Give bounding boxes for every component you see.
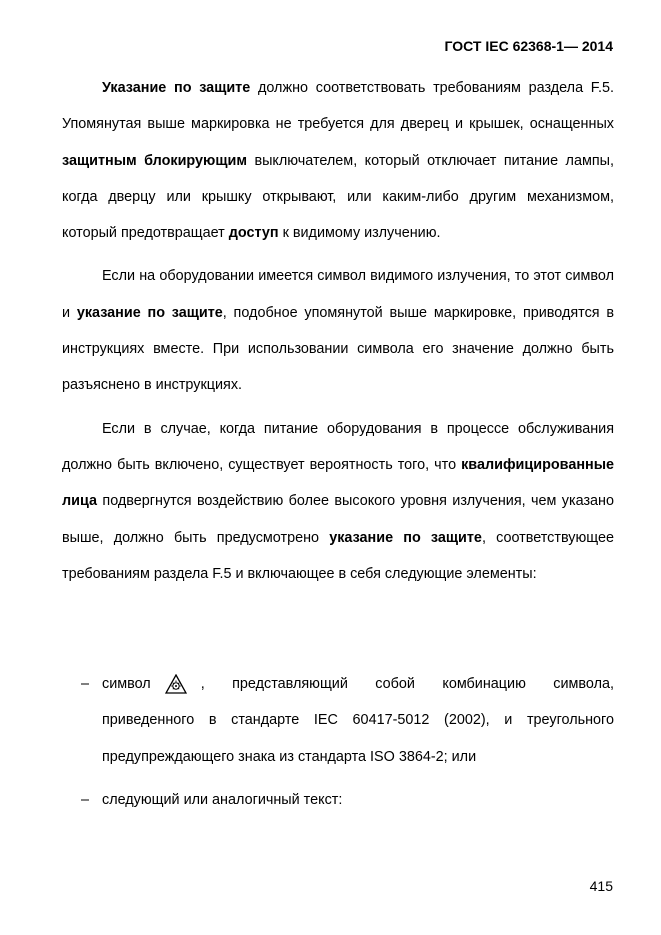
list-dash: –: [81, 791, 90, 808]
paragraph-text: должно соответствовать требованиям раздела F.5. Упомянутая выше маркировка не требуется для дверец и крышек, оснащенных: [62, 80, 615, 133]
paragraph-text: , подобное упомянутой выше маркировке, приводятся в инструкциях вместе. При использовании символа его значение должно быть разъяснено в инструкциях.: [62, 304, 614, 394]
main-text: [62, 70, 614, 592]
paragraph-text: подвергнутся воздействию более высокого уровня излучения, чем указано выше, должно быть предусмотрено: [62, 493, 614, 546]
list-item: [62, 782, 614, 818]
term-bold: Указание по защите: [102, 80, 251, 96]
page-number: 415: [589, 878, 613, 894]
term-bold: защитным блокирующим: [62, 152, 247, 169]
term-bold: указание по защите: [329, 529, 482, 546]
paragraph-text: к видимому излучению.: [278, 225, 441, 242]
list-item-text: следующий или аналогичный текст:: [102, 791, 343, 808]
paragraph-text: Если в случае, когда питание оборудования в процессе обслуживания должно быть включено, существует вероятность того, что: [62, 420, 614, 473]
paragraph-2: [62, 258, 614, 403]
paragraph-text: , соответствующее требованиям раздела F.5 и включающее в себя следующие элементы:: [62, 529, 614, 582]
term-bold: указание по защите: [76, 304, 223, 321]
list-item: [62, 666, 614, 775]
paragraph-1: [62, 70, 614, 251]
term-bold: доступ: [228, 225, 279, 242]
document-header: ГОСТ IEC 62368-1— 2014: [444, 38, 613, 54]
list-item-text: символ: [102, 676, 151, 692]
element-list: [62, 666, 614, 818]
warning-triangle-radiation-icon: [165, 672, 187, 692]
list-dash: –: [81, 676, 90, 692]
list-item-text: , представляющий собой комбинацию символа, приведенного в стандарте IEC 60417-5012 (2002), и треугольного предупреждающего знака из стандарта ISO 3864-2; или: [102, 676, 614, 765]
paragraph-text: выключателем, который отключает питание лампы, когда дверцу или крышку открывают, или каким-либо другим механизмом, который предотвращает: [62, 152, 614, 242]
term-bold: квалифицированные лица: [62, 456, 614, 510]
paragraph-3: [62, 411, 614, 592]
paragraph-text: Если на оборудовании имеется символ видимого излучения, то этот символ и: [62, 268, 614, 321]
